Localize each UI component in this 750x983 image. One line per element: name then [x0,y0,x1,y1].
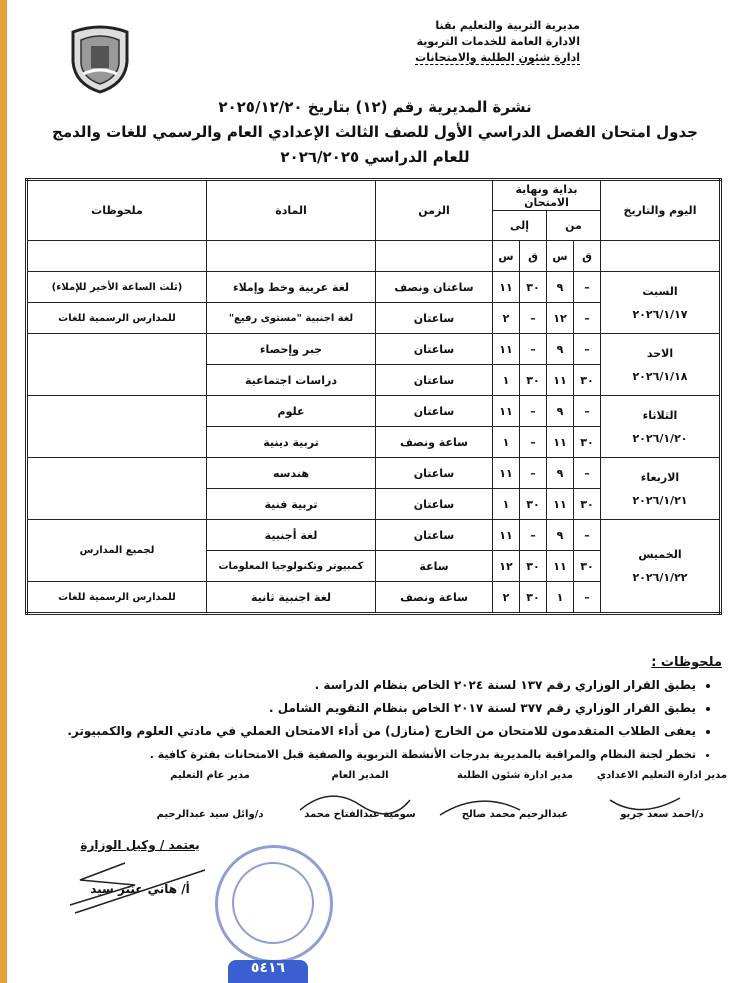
time-from-m: ٣٠ [574,427,601,458]
duration: ساعتان [376,303,493,334]
time-from-h: ٩ [547,396,574,427]
document-title: جدول امتحان الفصل الدراسي الأول للصف الثالث الإعدادي العام والرسمي للغات والدمج [52,123,698,141]
day-date-cell [601,520,721,614]
table-row [27,458,721,489]
org-line: ادارة شئون الطلبة والامتحانات [415,51,580,64]
signature-title: مدير ادارة شئون الطلبة [457,770,573,781]
time-from-m: – [574,582,601,614]
header-duration: الزمن [376,180,493,241]
note-item: • تخطر لجنة النظام والمراقبة بالمديرية بدرجات الأنشطة التربوية والصفية قبل الامتحانات بفترة كافية . [22,743,696,766]
note-item: • يعفى الطلاب المتقدمون للامتحان من الخارج (منازل) من أداء الامتحان العملي في مادتي العلوم والكمبيوتر. [22,720,696,743]
time-from-m: – [574,272,601,303]
time-from-h: ٩ [547,520,574,551]
time-to-m: ٣٠ [520,551,547,582]
subject: تربية دينية [207,427,376,458]
org-line: الادارة العامة للخدمات التربوية [416,35,580,48]
day-date-cell [601,272,721,334]
stamp-number: ٥٤١٦ [228,960,308,983]
time-from-m: – [574,334,601,365]
time-to-m: ٣٠ [520,582,547,614]
approval-name: أ/ هاني عنتر سيد [90,882,190,896]
subject: لغة اجنبية ثانية [207,582,376,614]
subject: جبر وإحصاء [207,334,376,365]
time-from-h: ١١ [547,427,574,458]
exam-schedule-table [25,178,722,615]
subject-blank [207,241,376,272]
time-to-m: – [520,520,547,551]
exam-date: ٢٠٢٦/١/٢٠ [632,431,688,445]
note-item: • يطبق القرار الوزاري رقم ٣٧٧ لسنة ٢٠١٧ الخاص بنظام التقويم الشامل . [22,697,696,720]
time-from-h: ١١ [547,551,574,582]
academic-year: للعام الدراسي ٢٠٢٦/٢٠٢٥ [280,148,470,166]
time-from-m: – [574,396,601,427]
header-day-date: اليوم والتاريخ [601,180,721,241]
time-to-m: ٣٠ [520,365,547,396]
time-from-m: – [574,458,601,489]
signature-title: المدير العام [331,770,389,781]
header-from: من [547,211,601,241]
signature-title: مدير عام التعليم [170,770,250,781]
time-to-h: ١١ [493,272,520,303]
day-name: السبت [642,284,678,298]
header-notes: ملحوظات [27,180,207,241]
time-to-h: ٢ [493,582,520,614]
time-to-h: ١١ [493,396,520,427]
time-from-h: ١١ [547,489,574,520]
org-line: مديرية التربية والتعليم بقنا [435,19,580,32]
signature-block [140,770,280,820]
exam-date: ٢٠٢٦/١/١٨ [632,369,688,383]
duration: ساعة ونصف [376,582,493,614]
time-from-h: ١ [547,582,574,614]
unit-minute: ق [574,241,601,272]
header-subject: المادة [207,180,376,241]
day-name: الخميس [638,548,682,561]
document-titles [0,95,750,170]
time-from-m: ٣٠ [574,489,601,520]
time-to-m: ٣٠ [520,489,547,520]
time-to-h: ١٢ [493,551,520,582]
day-date-cell [601,396,721,458]
time-to-m: ٣٠ [520,272,547,303]
duration: ساعتان [376,520,493,551]
subject: دراسات اجتماعية [207,365,376,396]
time-to-h: ١١ [493,334,520,365]
day-date-cell [601,458,721,520]
table-row [27,272,721,303]
time-to-m: – [520,427,547,458]
note-empty [27,334,207,396]
time-to-m: – [520,303,547,334]
unit-hour: س [493,241,520,272]
time-from-h: ١١ [547,365,574,396]
official-stamp [215,845,333,963]
time-from-h: ٩ [547,334,574,365]
subject: علوم [207,396,376,427]
logo-emblem [65,22,135,94]
time-from-m: – [574,520,601,551]
exam-date: ٢٠٢٦/١/١٧ [632,307,688,321]
signature-name: عبدالرحيم محمد صالح [461,809,569,820]
approval-signature [65,855,215,915]
time-from-m: ٣٠ [574,551,601,582]
header-to: إلى [493,211,547,241]
time-to-m: – [520,334,547,365]
time-from-h: ٩ [547,272,574,303]
time-from-m: ٣٠ [574,365,601,396]
note: للمدارس الرسمية للغات [27,582,207,614]
note: (ثلث الساعة الأخير للإملاء) [27,272,207,303]
day-name: الاربعاء [640,470,680,484]
time-from-h: ١٢ [547,303,574,334]
signature-name: د/وائل سيد عبدالرحيم [156,809,264,820]
duration: ساعة ونصف [376,427,493,458]
time-to-h: ١ [493,427,520,458]
duration-blank [376,241,493,272]
time-to-m: – [520,396,547,427]
notes-section [22,655,722,766]
subject: تربية فنية [207,489,376,520]
time-to-m: – [520,458,547,489]
note-empty [27,396,207,458]
time-to-h: ١ [493,489,520,520]
duration: ساعتان [376,365,493,396]
table-row [27,334,721,365]
duration: ساعتان ونصف [376,272,493,303]
duration: ساعتان [376,489,493,520]
day-name: الثلاثاء [642,408,678,422]
table-row [27,520,721,551]
notes-heading: ملحوظات : [651,655,722,670]
note-empty [27,458,207,520]
table-row [27,396,721,427]
header-start-end: بداية ونهاية الامتحان [493,180,601,211]
time-to-h: ١ [493,365,520,396]
time-from-h: ٩ [547,458,574,489]
notes-blank [27,241,207,272]
signature-name: سومية عبدالفتاح محمد [304,809,416,820]
subject: لغة اجنبية "مستوى رفيع" [207,303,376,334]
day-cell-blank [601,241,721,272]
approval-title: يعتمد / وكيل الوزارة [80,838,200,852]
duration: ساعة [376,551,493,582]
duration: ساعتان [376,334,493,365]
organization-header [415,18,580,66]
unit-row [27,241,721,272]
exam-date: ٢٠٢٦/١/٢١ [632,493,688,507]
bulletin-number: نشرة المديرية رقم (١٢) بتاريخ ٢٠٢٥/١٢/٢٠ [218,98,532,116]
time-from-m: – [574,303,601,334]
exam-date: ٢٠٢٦/١/٢٢ [632,571,688,584]
subject: لغة أجنبية [207,520,376,551]
time-to-h: ١١ [493,458,520,489]
duration: ساعتان [376,458,493,489]
handwritten-signatures [290,780,690,830]
duration: ساعتان [376,396,493,427]
subject: هندسه [207,458,376,489]
signature-name: د/احمد سعد جريو [620,809,704,820]
day-name: الاحد [646,346,674,360]
note: لجميع المدارس [27,520,207,582]
unit-hour: س [547,241,574,272]
signature-title: مدير ادارة التعليم الاعدادي [596,770,728,781]
time-to-h: ١١ [493,520,520,551]
unit-minute: ق [520,241,547,272]
subject: لغة عربية وخط وإملاء [207,272,376,303]
note: للمدارس الرسمية للغات [27,303,207,334]
note-item: • يطبق القرار الوزاري رقم ١٣٧ لسنة ٢٠٢٤ الخاص بنظام الدراسة . [22,674,696,697]
time-to-h: ٢ [493,303,520,334]
subject: كمبيوتر وتكنولوجيا المعلومات [207,551,376,582]
day-date-cell [601,334,721,396]
